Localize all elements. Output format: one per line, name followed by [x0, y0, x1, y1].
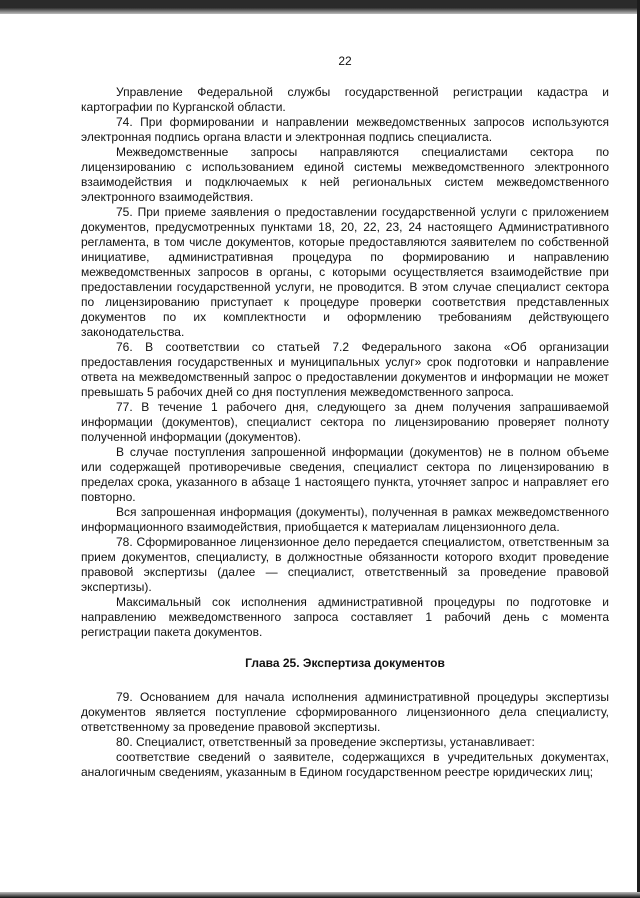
- chapter-title: Глава 25. Экспертиза документов: [245, 656, 445, 670]
- scan-top-edge: [0, 0, 640, 14]
- paragraph: 77. В течение 1 рабочего дня, следующего за днем получения запрашиваемой информации (документов), специалист сектора по лицензированию проверяет полноту полученной информации (документов).: [81, 400, 609, 444]
- scan-bottom-edge: [0, 892, 640, 898]
- paragraph: 79. Основанием для начала исполнения административной процедуры экспертизы документов является поступление сформированного лицензионного дела специалисту, ответственному за проведение правовой экспертизы.: [81, 690, 609, 734]
- paragraph: Управление Федеральной службы государственной регистрации кадастра и картографии по Курганской области.: [81, 85, 609, 114]
- paragraph: Вся запрошенная информация (документы), полученная в рамках межведомственного информационного взаимодействия, приобщается к материалам лицензионного дела.: [81, 505, 609, 534]
- paragraph: соответствие сведений о заявителе, содержащихся в учредительных документах, аналогичным сведениям, указанным в Едином государственном реестре юридических лиц;: [81, 750, 609, 779]
- paragraph: 78. Сформированное лицензионное дело передается специалистом, ответственным за прием документов, специалисту, в должностные обязанности которого входит проведение правовой экспертизы (далее — специалист, ответственный за проведение правовой экспертизы).: [81, 535, 609, 594]
- paragraph: В случае поступления запрошенной информации (документов) не в полном объеме или содержащей противоречивые сведения, специалист сектора по лицензированию в пределах срока, указанного в абзаце 1 настоящего пункта, уточняет запрос и направляет его повторно.: [81, 445, 609, 504]
- paragraph: 74. При формировании и направлении межведомственных запросов используются электронная подпись органа власти и электронная подпись специалиста.: [81, 115, 609, 144]
- paragraph: Максимальный сок исполнения административной процедуры по подготовке и направлению межведомственного запроса составляет 1 рабочий день с момента регистрации пакета документов.: [81, 595, 609, 639]
- paragraph: 76. В соответствии со статьей 7.2 Федерального закона «Об организации предоставления государственных и муниципальных услуг» срок подготовки и направление ответа на межведомственный запрос о предоставлении документов и информации не может превышать 5 рабочих дней со дня поступления межведомственного запроса.: [81, 340, 609, 399]
- paragraph: 75. При приеме заявления о предоставлении государственной услуги с приложением документов, предусмотренных пунктами 18, 20, 22, 23, 24 настоящего Административного регламента, в том числе документов, которые предоставляются заявителем по собственной инициативе, административная процедура по формированию и направлению межведомственных запросов в органы, с которыми осуществляется взаимодействие при предоставлении государственной услуги, не проводится. В этом случае специалист сектора по лицензированию приступает к процедуре проверки соответствия представленных документов по их комплектности и оформлению требованиям действующего законодательства.: [81, 205, 609, 339]
- paragraph: 80. Специалист, ответственный за проведение экспертизы, устанавливает:: [116, 735, 535, 749]
- page-number: 22: [338, 54, 352, 68]
- paragraph: Межведомственные запросы направляются специалистами сектора по лицензированию с использованием единой системы межведомственного электронного взаимодействия и подключаемых к ней региональных систем межведомственного электронного взаимодействия.: [81, 145, 609, 204]
- document-page: [81, 54, 609, 780]
